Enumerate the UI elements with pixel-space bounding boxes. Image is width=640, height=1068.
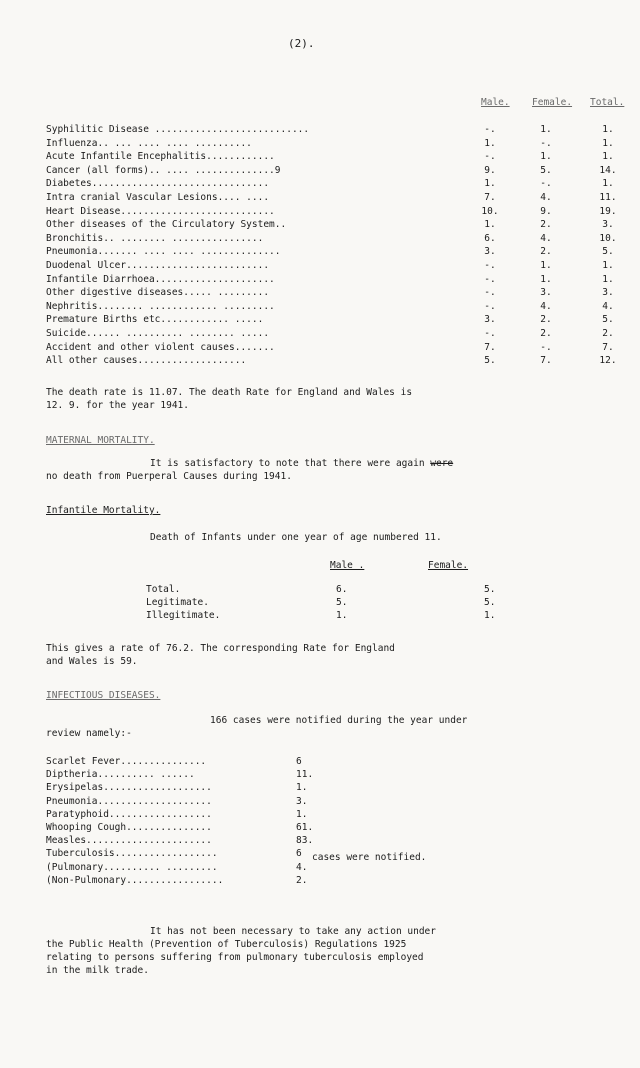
disease-name: Whooping Cough............... — [46, 822, 212, 833]
cause-label: Heart Disease........................... — [46, 205, 275, 217]
cause-male-count: -. — [484, 287, 496, 299]
cause-male-count: 1. — [484, 219, 496, 231]
cause-female-count: 2. — [540, 246, 552, 258]
cause-total-count: 4. — [602, 300, 614, 312]
cause-total-count: 2. — [602, 328, 614, 339]
maternal-line-1 — [150, 458, 453, 470]
infant-male-count: 5. — [336, 597, 348, 608]
disease-count: 1. — [296, 782, 308, 794]
disease-name: Paratyphoid.................. — [46, 808, 212, 820]
cause-label: Pneumonia....... .... .... .............. — [46, 246, 281, 258]
cause-total-count: 12. — [599, 355, 617, 367]
cause-label: Syphilitic Disease ........................... — [46, 124, 310, 135]
cause-label: Bronchitis.. ........ ................ — [46, 232, 264, 244]
cause-total-count: 5. — [602, 314, 614, 326]
page-number: (2). — [288, 37, 315, 50]
infant-female-count: 1. — [484, 610, 496, 621]
cause-male-count: 1. — [484, 137, 496, 149]
cause-total-count: 3. — [602, 287, 614, 299]
infantile-rate-line-2: and Wales is 59. — [46, 656, 138, 667]
cause-total-count: 1. — [602, 178, 614, 190]
infant-female-count: 5. — [484, 584, 496, 595]
disease-name: Erysipelas................... — [46, 782, 212, 794]
cause-female-count: 2. — [540, 219, 552, 231]
cause-male-count: 9. — [484, 164, 496, 176]
disease-name: (Pulmonary.......... ......... — [46, 861, 218, 873]
disease-count: 11. — [296, 769, 314, 781]
cause-female-count: 1. — [540, 260, 552, 271]
cause-label: Cancer (all forms).. .... ..............9 — [46, 164, 281, 176]
cause-male-count: 3. — [484, 314, 496, 326]
infantile-mortality-heading: Infantile Mortality. — [46, 505, 161, 516]
cause-label: Premature Births etc............ ..... — [46, 314, 264, 326]
disease-name: Pneumonia.................... — [46, 795, 212, 807]
cause-label: Duodenal Ulcer......................... — [46, 260, 270, 271]
cause-total-count: 3. — [602, 219, 614, 231]
cause-total-count: 14. — [599, 164, 617, 176]
maternal-line-1-text: It is satisfactory to note that there were again — [150, 458, 431, 469]
cause-male-count: 3. — [484, 246, 496, 258]
cause-male-count: -. — [484, 300, 496, 312]
cause-female-count: -. — [540, 178, 552, 190]
cause-female-count: 7. — [540, 355, 552, 367]
regulations-line-4: in the milk trade. — [46, 965, 149, 976]
cause-label: Accident and other violent causes....... — [46, 341, 275, 353]
disease-count: 1. — [296, 808, 308, 820]
maternal-line-2: no death from Puerperal Causes during 1941. — [46, 471, 292, 482]
cause-female-count: 4. — [540, 232, 552, 244]
infectious-intro-line-1: 166 cases were notified during the year under — [210, 715, 468, 726]
disease-name: Tuberculosis.................. — [46, 848, 218, 860]
cause-female-count: 3. — [540, 287, 552, 299]
maternal-mortality-heading: MATERNAL MORTALITY. — [46, 435, 155, 446]
cause-male-count: 5. — [484, 355, 496, 367]
cause-female-count: 4. — [540, 192, 552, 203]
cause-male-count: -. — [484, 328, 496, 339]
cause-male-count: 6. — [484, 232, 496, 244]
cause-male-count: 7. — [484, 341, 496, 353]
cause-total-count: 19. — [599, 205, 617, 217]
cause-label: Acute Infantile Encephalitis............ — [46, 151, 275, 163]
infantile-intro: Death of Infants under one year of age numbered 11. — [150, 532, 442, 543]
cause-female-count: 2. — [540, 314, 552, 326]
disease-name: Scarlet Fever............... — [46, 756, 207, 767]
death-rate-line-2: 12. 9. for the year 1941. — [46, 400, 189, 411]
disease-count: 6 — [296, 756, 302, 767]
disease-name: Diptheria.......... ...... — [46, 769, 195, 781]
infant-female-count: 5. — [484, 597, 496, 608]
disease-count: 83. — [296, 835, 314, 847]
disease-count: 6 — [296, 848, 302, 860]
cause-male-count: -. — [484, 260, 496, 271]
regulations-line-2: the Public Health (Prevention of Tuberculosis) Regulations 1925 — [46, 939, 407, 950]
tuberculosis-note: cases were notified. — [312, 852, 427, 863]
cause-total-count: 1. — [602, 124, 614, 135]
infantile-rate-line-1: This gives a rate of 76.2. The corresponding Rate for England — [46, 643, 395, 654]
cause-male-count: -. — [484, 124, 496, 135]
cause-female-count: 5. — [540, 164, 552, 176]
infant-row-label: Legitimate. — [146, 597, 209, 608]
disease-count: 4. — [296, 861, 308, 873]
infantile-header-female: Female. — [428, 560, 469, 571]
cause-female-count: 2. — [540, 328, 552, 339]
infant-row-label: Total. — [146, 584, 181, 595]
cause-label: Infantile Diarrhoea..................... — [46, 273, 275, 285]
regulations-line-1: It has not been necessary to take any action under — [150, 926, 436, 937]
infantile-header-male: Male . — [330, 560, 365, 571]
cause-total-count: 11. — [599, 192, 617, 203]
header-total: Total. — [590, 97, 625, 108]
regulations-line-3: relating to persons suffering from pulmonary tuberculosis employed — [46, 952, 424, 963]
cause-label: Influenza.. ... .... .... .......... — [46, 137, 252, 149]
cause-total-count: 1. — [602, 137, 614, 149]
cause-label: All other causes................... — [46, 355, 247, 367]
cause-total-count: 1. — [602, 273, 614, 285]
cause-female-count: 4. — [540, 300, 552, 312]
cause-total-count: 7. — [602, 341, 614, 353]
cause-male-count: 10. — [481, 205, 499, 217]
cause-male-count: 7. — [484, 192, 496, 203]
cause-label: Intra cranial Vascular Lesions.... .... — [46, 192, 270, 203]
cause-female-count: 1. — [540, 124, 552, 135]
infectious-diseases-heading: INFECTIOUS DISEASES. — [46, 690, 161, 701]
cause-female-count: -. — [540, 341, 552, 353]
disease-count: 3. — [296, 795, 308, 807]
cause-female-count: -. — [540, 137, 552, 149]
cause-label: Other digestive diseases..... ......... — [46, 287, 270, 299]
infant-row-label: Illegitimate. — [146, 610, 221, 621]
infant-male-count: 6. — [336, 584, 348, 595]
header-male: Male. — [481, 97, 510, 108]
disease-name: (Non-Pulmonary................. — [46, 874, 224, 886]
cause-total-count: 5. — [602, 246, 614, 258]
maternal-struck-word: were — [430, 458, 454, 469]
cause-label: Nephritis........ ............ ......... — [46, 300, 275, 312]
header-female: Female. — [532, 97, 573, 108]
death-rate-line-1: The death rate is 11.07. The death Rate for England and Wales is — [46, 387, 413, 398]
disease-count: 2. — [296, 874, 308, 886]
cause-male-count: -. — [484, 151, 496, 163]
cause-female-count: 1. — [540, 273, 552, 285]
infant-male-count: 1. — [336, 610, 348, 621]
cause-female-count: 1. — [540, 151, 552, 163]
cause-total-count: 1. — [602, 151, 614, 163]
disease-count: 61. — [296, 822, 314, 833]
cause-total-count: 10. — [599, 232, 617, 244]
infectious-intro-line-2: review namely:- — [46, 728, 132, 739]
cause-male-count: 1. — [484, 178, 496, 190]
cause-female-count: 9. — [540, 205, 552, 217]
cause-label: Suicide...... .......... ........ ..... — [46, 328, 270, 339]
cause-label: Diabetes............................... — [46, 178, 270, 190]
disease-name: Measles...................... — [46, 835, 212, 847]
cause-label: Other diseases of the Circulatory System.. — [46, 219, 287, 231]
cause-total-count: 1. — [602, 260, 614, 271]
cause-male-count: -. — [484, 273, 496, 285]
